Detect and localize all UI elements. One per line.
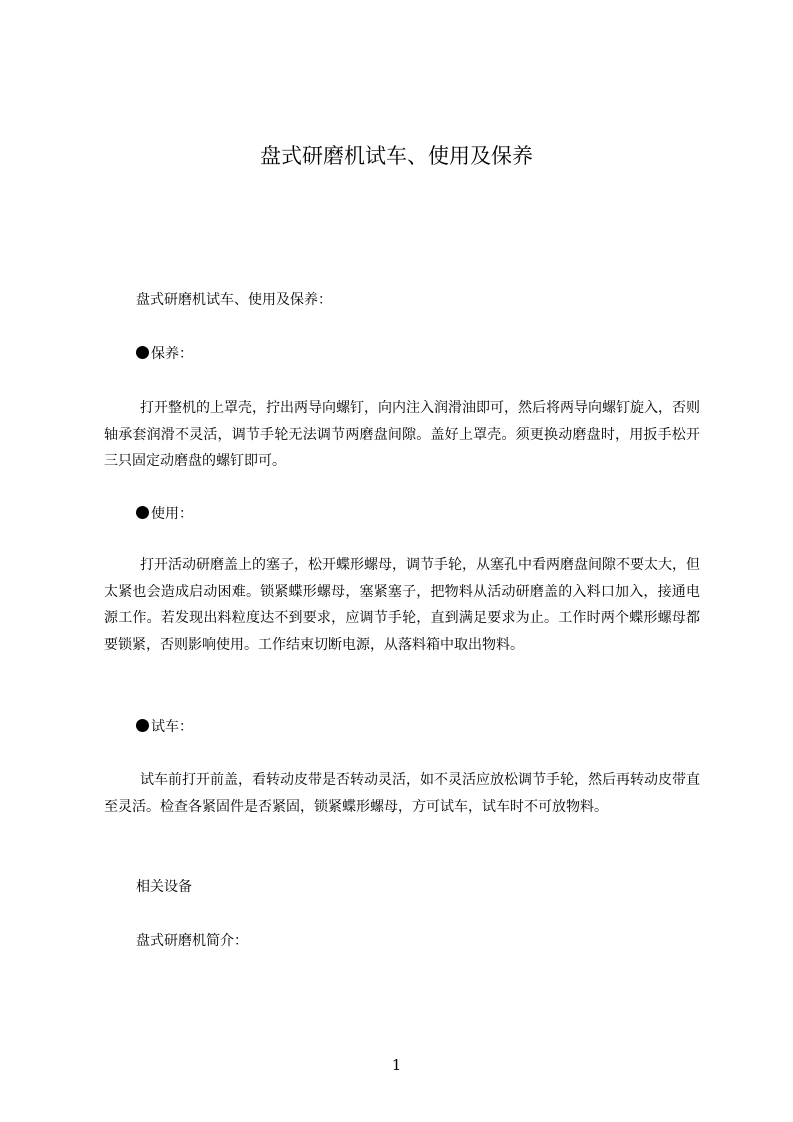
section-heading-label: 试车： <box>151 719 193 735</box>
intro-heading: 盘式研磨机试车、使用及保养： <box>136 292 332 308</box>
intro-section-heading: 盘式研磨机简介： <box>136 933 248 949</box>
bullet-dot-icon <box>136 346 149 359</box>
section-heading-label: 保养： <box>151 346 193 362</box>
section-heading-label: 使用： <box>151 506 193 522</box>
section-heading-usage <box>136 503 193 525</box>
section-body-usage: 打开活动研磨盖上的塞子，松开蝶形螺母，调节手轮，从塞孔中看两磨盘间隙不要太大，但太紧也会造成启动困难。锁紧蝶形螺母，塞紧塞子，把物料从活动研磨盖的入料口加入，接通电源工作。若发现出料粒度达不到要求，应调节手轮，直到满足要求为止。工作时两个蝶形螺母都要锁紧，否则影响使用。工作结束切断电源，从落料箱中取出物料。 <box>104 557 700 653</box>
related-equipment-heading: 相关设备 <box>136 879 192 895</box>
document-title: 盘式研磨机试车、使用及保养 <box>260 144 533 168</box>
section-heading-trial-run <box>136 716 193 738</box>
page-number: 1 <box>391 1056 402 1074</box>
section-body-maintenance: 打开整机的上罩壳，拧出两导向螺钉，向内注入润滑油即可，然后将两导向螺钉旋入，否则轴承套润滑不灵活，调节手轮无法调节两磨盘间隙。盖好上罩壳。须更换动磨盘时，用扳手松开三只固定动磨盘的螺钉即可。 <box>104 400 700 469</box>
bullet-dot-icon <box>136 719 149 732</box>
bullet-dot-icon <box>136 506 149 519</box>
section-body-trial-run: 试车前打开前盖，看转动皮带是否转动灵活，如不灵活应放松调节手轮，然后再转动皮带直至灵活。检查各紧固件是否紧固，锁紧蝶形螺母，方可试车，试车时不可放物料。 <box>104 772 700 815</box>
section-heading-maintenance <box>136 343 193 365</box>
